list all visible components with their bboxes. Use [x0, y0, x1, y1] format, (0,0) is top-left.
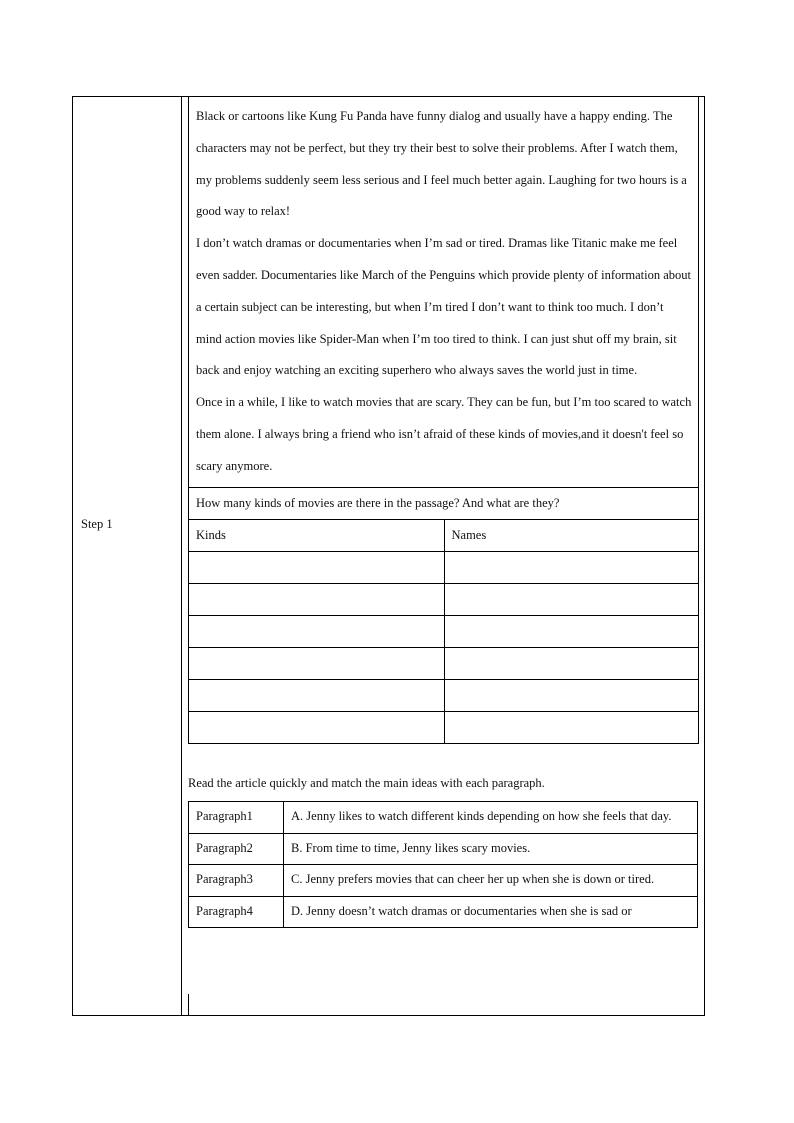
paragraph-label [189, 896, 284, 928]
passage-paragraph-1: Black or cartoons like Kung Fu Panda have funny dialog and usually have a happy ending. The characters may not be perfect, but they try their best to solve their problems. After I watch them, my problems suddenly seem less serious and I feel much better again. Laughing for two hours is a good way to relax! [196, 109, 687, 219]
names-cell[interactable] [444, 679, 698, 711]
passage-paragraph-3: Once in a while, I like to watch movies that are scary. They can be fun, but I’m too scared to watch them alone. I always bring a friend who isn’t afraid of these kinds of movies,and it doesn't feel so scary anymore. [196, 395, 692, 473]
names-cell[interactable] [444, 583, 698, 615]
header-kinds: Kinds [189, 520, 444, 552]
content-block [188, 97, 699, 744]
inner-left-rule [188, 994, 189, 1016]
table-row [189, 583, 698, 615]
table-row [189, 711, 698, 743]
names-cell[interactable] [444, 647, 698, 679]
main-idea-text: D. Jenny doesn’t watch dramas or documentaries when she is sad or [291, 903, 632, 918]
match-row [189, 865, 698, 897]
kinds-table [189, 520, 698, 744]
column-divider [181, 97, 182, 1015]
main-idea [284, 833, 698, 865]
match-row [189, 896, 698, 928]
question-text: How many kinds of movies are there in the passage? And what are they? [189, 488, 698, 520]
paragraph-label [189, 865, 284, 897]
table-row [189, 679, 698, 711]
names-cell[interactable] [444, 615, 698, 647]
table-row [189, 551, 698, 583]
match-row [189, 802, 698, 834]
kinds-cell[interactable] [189, 647, 444, 679]
paragraph-label-text: Paragraph2 [196, 840, 253, 855]
paragraph-label-text: Paragraph1 [196, 809, 253, 823]
main-idea [284, 896, 698, 928]
table-row [189, 615, 698, 647]
match-instruction: Read the article quickly and match the main ideas with each paragraph. [188, 776, 545, 790]
main-idea [284, 802, 698, 834]
kinds-cell[interactable] [189, 615, 444, 647]
paragraph-label [189, 833, 284, 865]
passage-paragraph-2: I don’t watch dramas or documentaries when I’m sad or tired. Dramas like Titanic make me feel even sadder. Documentaries like March of the Penguins which provide plenty of information about a certain subject can be interesting, but when I’m tired I don’t want to think too much. I don’t mind action movies like Spider-Man when I’m too tired to think. I can just shut off my brain, sit back and enjoy watching an exciting superhero who always saves the world just in time. [196, 236, 692, 378]
kinds-cell[interactable] [189, 679, 444, 711]
table-header-row [189, 520, 698, 552]
main-idea-text: B. From time to time, Jenny likes scary movies. [291, 840, 531, 855]
main-idea-text: A. Jenny likes to watch different kinds depending on how she feels that day. [291, 809, 672, 823]
reading-passage [189, 97, 698, 488]
header-names: Names [444, 520, 698, 552]
main-idea-text: C. Jenny prefers movies that can cheer her up when she is down or tired. [291, 872, 655, 886]
paragraph-label [189, 802, 284, 834]
step-label: Step 1 [81, 517, 113, 531]
match-row [189, 833, 698, 865]
kinds-cell[interactable] [189, 551, 444, 583]
paragraph-label-text: Paragraph4 [196, 903, 253, 918]
kinds-cell[interactable] [189, 711, 444, 743]
match-table [188, 801, 698, 928]
main-idea [284, 865, 698, 897]
names-cell[interactable] [444, 711, 698, 743]
names-cell[interactable] [444, 551, 698, 583]
table-row [189, 647, 698, 679]
kinds-cell[interactable] [189, 583, 444, 615]
paragraph-label-text: Paragraph3 [196, 872, 253, 886]
